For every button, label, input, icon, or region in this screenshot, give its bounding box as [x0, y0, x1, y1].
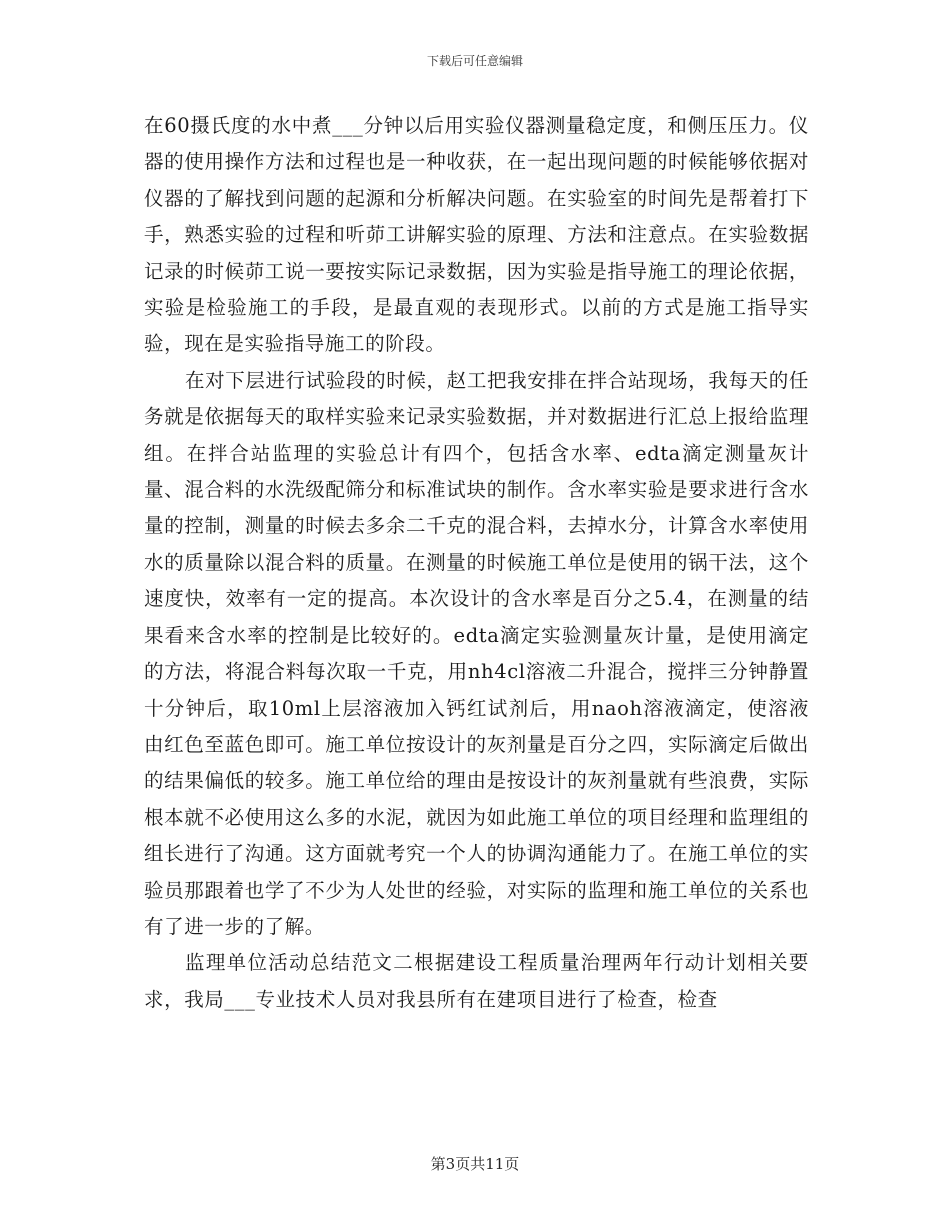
page-footer: 第3页共11页 [430, 1155, 520, 1173]
paragraph-2: 在对下层进行试验段的时候，赵工把我安排在拌合站现场，我每天的任务就是依据每天的取样实验来记录实验数据，并对数据进行汇总上报给监理组。在拌合站监理的实验总计有四个，包括含水率、edta滴定测量灰计量、混合料的水洗级配筛分和标准试块的制作。含水率实验是要求进行含水量的控制，测量的时候去多余二千克的混合料，去掉水分，计算含水率使用水的质量除以混合料的质量。在测量的时候施工单位是使用的锅干法，这个速度快，效率有一定的提高。本次设计的含水率是百分之5.4，在测量的结果看来含水率的控制是比较好的。edta滴定实验测量灰计量，是使用滴定的方法，将混合料每次取一千克，用nh4cl溶液二升混合，搅拌三分钟静置十分钟后，取10ml上层溶液加入钙红试剂后，用naoh溶液滴定，使溶液由红色至蓝色即可。施工单位按设计的灰剂量是百分之四，实际滴定后做出的结果偏低的较多。施工单位给的理由是按设计的灰剂量就有些浪费，实际根本就不必使用这么多的水泥，就因为如此施工单位的项目经理和监理组的组长进行了沟通。这方面就考究一个人的协调沟通能力了。在施工单位的实验员那跟着也学了不少为人处世的经验，对实际的监理和施工单位的关系也有了进一步的了解。 [144, 368, 809, 938]
page-header: 下载后可任意编辑 [426, 54, 523, 68]
paragraph-3: 监理单位活动总结范文二根据建设工程质量治理两年行动计划相关要求，我局___专业技术人员对我县所有在建项目进行了检查，检查 [144, 951, 809, 1011]
paragraph-1: 在60摄氏度的水中煮___分钟以后用实验仪器测量稳定度，和侧压压力。仪器的使用操作方法和过程也是一种收获，在一起出现问题的时候能够依据对仪器的了解找到问题的起源和分析解决问题。在实验室的时间先是帮着打下手，熟悉实验的过程和听茆工讲解实验的原理、方法和注意点。在实验数据记录的时候茆工说一要按实际记录数据，因为实验是指导施工的理论依据，实验是检验施工的手段，是最直观的表现形式。以前的方式是施工指导实验，现在是实验指导施工的阶段。 [144, 114, 809, 356]
document-body [144, 108, 809, 1018]
